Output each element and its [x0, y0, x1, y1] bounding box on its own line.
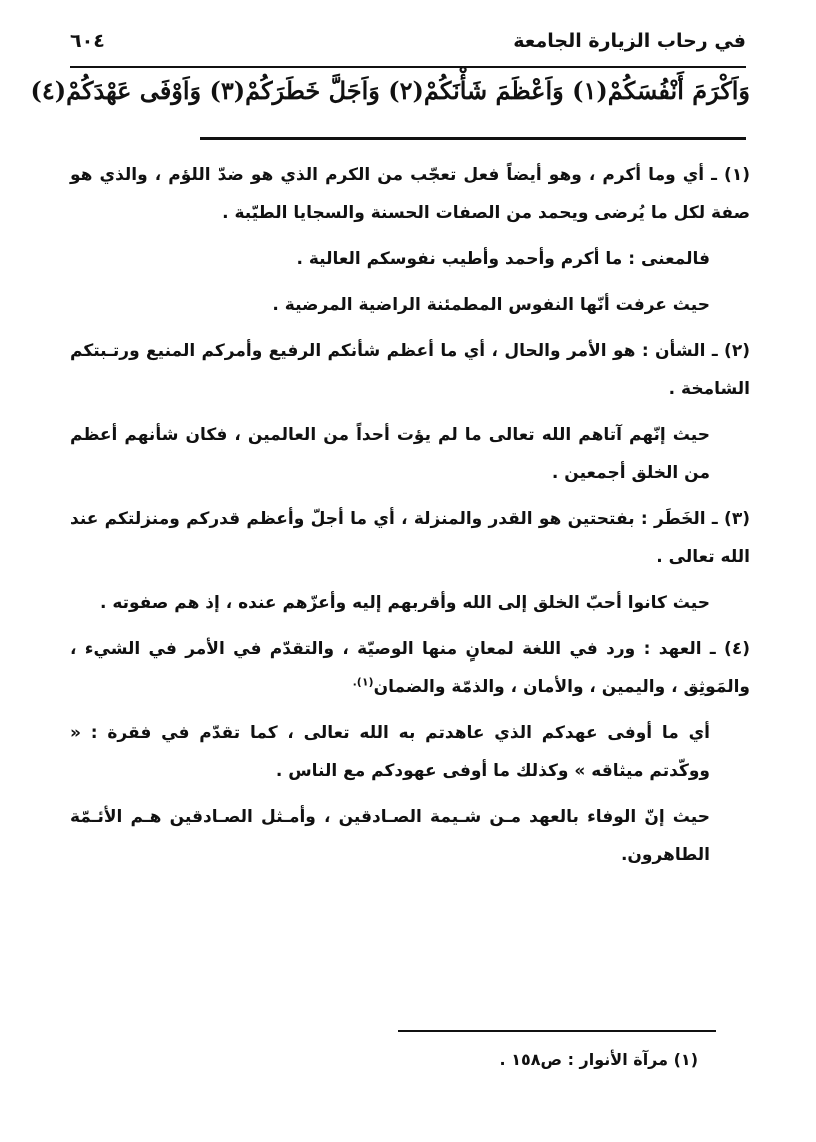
note-4-reason: حيث إنّ الوفاء بالعهد مـن شـيمة الصـادقين ، وأمـثل الصـادقين هـم الأئـمّة الطاهرون. [70, 807, 710, 865]
note-4-text: (٤) ـ العهد : ورد في اللغة لمعانٍ منها الوصيّة ، والتقدّم في الأمر في الشيء ، والمَوثِق ، واليمين ، والأمان ، والذمّة والضمان [70, 639, 750, 697]
note-1: (١) ـ أي وما أكرم ، وهو أيضاً فعل تعجّب من الكرم الذي هو ضدّ اللؤم ، والذي هو صفة لكل ما يُرضى ويحمد من الصفات الحسنة والسجايا الطيّبة . [70, 165, 750, 223]
footnote-reference: (١). [352, 675, 374, 689]
footnote: (١) مرآة الأنوار : ص١٥٨ . [499, 1050, 698, 1069]
note-4-meaning: أي ما أوفى عهدكم الذي عاهدتم به الله تعالى ، كما تقدّم في فقرة : « ووكّدتم ميثاقه » وكذلك ما أوفى عهودكم مع الناس . [70, 723, 710, 781]
footnote-divider [398, 1030, 716, 1032]
ziyara-verse: وَاَكْرَمَ أَنْفُسَكُمْ(١) وَاَعْظَمَ شَأْنَكُمْ(٢) وَاَجَلَّ خَطَرَكُمْ(٣) وَاَوْفَى عَهْدَكُمْ(٤) [30, 76, 750, 105]
note-4 [70, 630, 750, 706]
verse-divider [200, 137, 746, 140]
book-title: في رحاب الزيارة الجامعة [513, 30, 746, 52]
note-1-reason: حيث عرفت أنّها النفوس المطمئنة الراضية المرضية . [272, 295, 710, 315]
note-1-meaning: فالمعنى : ما أكرم وأحمد وأطيب نفوسكم العالية . [296, 249, 710, 269]
note-2-reason: حيث إنّهم آتاهم الله تعالى ما لم يؤت أحداً من العالمين ، فكان شأنهم أعظم من الخلق أجمعين . [70, 425, 710, 483]
commentary [70, 156, 750, 882]
note-3: (٣) ـ الخَطَر : بفتحتين هو القدر والمنزلة ، أي ما أجلّ وأعظم قدركم ومنزلتكم عند الله تعالى . [70, 509, 750, 567]
note-2: (٢) ـ الشأن : هو الأمر والحال ، أي ما أعظم شأنكم الرفيع وأمركم المنيع ورتـبتكم الشامخة . [70, 341, 750, 399]
page-number: ٦٠٤ [70, 30, 105, 52]
running-header [70, 26, 746, 68]
note-3-reason: حيث كانوا أحبّ الخلق إلى الله وأقربهم إليه وأعزّهم عنده ، إذ هم صفوته . [99, 593, 710, 613]
